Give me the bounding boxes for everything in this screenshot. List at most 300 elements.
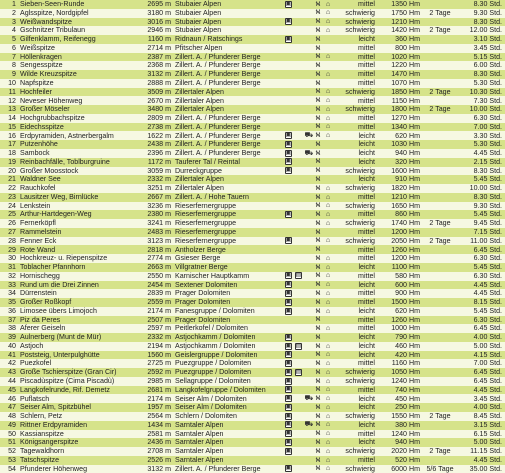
- tour-region: Zillert. A. / Pfunderer Berge: [173, 123, 283, 132]
- hiker-icon: [313, 254, 323, 263]
- bus-icon: [283, 53, 293, 62]
- tour-days: 2 Tage: [422, 88, 458, 97]
- hut-icon: ⌂: [325, 438, 331, 446]
- bus-icon: [283, 193, 293, 202]
- hut-icon: [323, 316, 333, 325]
- chairlift-icon: [293, 0, 303, 9]
- tour-altitude: 2550 m: [136, 272, 173, 281]
- hut-icon: [323, 149, 333, 158]
- tour-altitude: 2695 m: [136, 0, 173, 9]
- hut-icon: [323, 412, 333, 421]
- table-row: [0, 377, 505, 386]
- tour-region: Langkofelgruppe / Dolomiten: [173, 386, 283, 395]
- hut-icon: ⌂: [325, 105, 331, 113]
- tour-number: 9: [0, 70, 18, 79]
- tour-number: 46: [0, 394, 18, 403]
- tour-name: Sambock: [18, 149, 136, 158]
- table-row: [0, 316, 505, 325]
- tour-days: [422, 254, 458, 263]
- tour-duration: 8.30 Std.: [458, 0, 505, 9]
- hiker-icon: ⛕: [315, 342, 321, 350]
- hiker-icon: ⛕: [315, 211, 321, 219]
- hiker-icon: [313, 263, 323, 272]
- tour-altitude: 2174 m: [136, 307, 173, 316]
- table-row: [0, 44, 505, 53]
- hiker-icon: ⛕: [315, 316, 321, 324]
- tour-number: 28: [0, 237, 18, 246]
- tour-altitude: 2526 m: [136, 456, 173, 465]
- tour-altitude: 1172 m: [136, 158, 173, 167]
- tour-number: 45: [0, 386, 18, 395]
- tour-number: 51: [0, 438, 18, 447]
- table-row: [0, 158, 505, 167]
- tour-difficulty: leicht: [333, 35, 377, 44]
- hut-icon: [323, 0, 333, 9]
- chairlift-icon: [293, 70, 303, 79]
- table-row: [0, 438, 505, 447]
- tour-name: Gilfenklamm, Reifenegg: [18, 35, 136, 44]
- bus-icon: ▣: [285, 438, 292, 445]
- tour-altitude: 2667 m: [136, 193, 173, 202]
- hiker-icon: [313, 219, 323, 228]
- hut-icon: [323, 281, 333, 290]
- hut-icon: ⌂: [325, 465, 331, 473]
- hut-icon: [323, 140, 333, 149]
- bus-icon: [283, 394, 293, 403]
- tour-difficulty: mittel: [333, 316, 377, 325]
- hiker-icon: [313, 307, 323, 316]
- hut-icon: ⌂: [325, 421, 331, 429]
- table-row: [0, 53, 505, 62]
- tour-days: [422, 167, 458, 176]
- hut-icon: [323, 9, 333, 18]
- hiker-icon: [313, 456, 323, 465]
- tour-altitude: 1560 m: [136, 351, 173, 360]
- tour-elevation-gain: 1270 Hm: [377, 114, 422, 123]
- tour-region: Stubaier Alpen: [173, 0, 283, 9]
- table-row: [0, 26, 505, 35]
- hiker-icon: [313, 105, 323, 114]
- bus-icon: [283, 70, 293, 79]
- tour-name: Königsangerspitze: [18, 438, 136, 447]
- bus-icon: [283, 456, 293, 465]
- tour-number: 40: [0, 342, 18, 351]
- chairlift-icon: [293, 88, 303, 97]
- cable-car-icon: [303, 79, 313, 88]
- chairlift-icon: [293, 412, 303, 421]
- bus-icon: ▣: [285, 430, 292, 437]
- tour-name: Tatschspitze: [18, 456, 136, 465]
- tour-difficulty: schwierig: [333, 9, 377, 18]
- tour-duration: 4.45 Std.: [458, 149, 505, 158]
- cable-car-icon: [303, 281, 313, 290]
- tour-region: Zillertaler Alpen: [173, 88, 283, 97]
- tour-number: 48: [0, 412, 18, 421]
- tour-altitude: 2681 m: [136, 386, 173, 395]
- hiker-icon: ⛕: [315, 360, 321, 368]
- chairlift-icon: [293, 202, 303, 211]
- tour-altitude: 2396 m: [136, 149, 173, 158]
- tour-region: Sarntaler Alpen: [173, 430, 283, 439]
- tour-elevation-gain: 460 Hm: [377, 342, 422, 351]
- cable-car-icon: [303, 447, 313, 456]
- tour-name: Tagewaldhorn: [18, 447, 136, 456]
- hut-icon: [323, 114, 333, 123]
- tour-region: Durreckgruppe: [173, 167, 283, 176]
- tour-duration: 7.00 Std.: [458, 123, 505, 132]
- hut-icon: [323, 123, 333, 132]
- tour-days: [422, 114, 458, 123]
- tour-name: Toblacher Pfannhorn: [18, 263, 136, 272]
- chairlift-icon: ▤: [295, 342, 302, 349]
- hut-icon: [323, 394, 333, 403]
- tour-elevation-gain: 600 Hm: [377, 281, 422, 290]
- hut-icon: ⌂: [325, 281, 331, 289]
- tour-difficulty: schwierig: [333, 368, 377, 377]
- hut-icon: [323, 377, 333, 386]
- tour-days: [422, 228, 458, 237]
- table-row: [0, 149, 505, 158]
- chairlift-icon: [293, 123, 303, 132]
- hiker-icon: [313, 44, 323, 53]
- hiker-icon: ⛕: [315, 289, 321, 297]
- hiker-icon: ⛕: [315, 430, 321, 438]
- table-row: [0, 140, 505, 149]
- tour-days: [422, 386, 458, 395]
- tour-duration: 11.15 Std.: [458, 447, 505, 456]
- hut-icon: ⌂: [325, 307, 331, 315]
- cable-car-icon: [303, 70, 313, 79]
- table-row: [0, 289, 505, 298]
- cable-car-icon: [303, 193, 313, 202]
- tour-altitude: 3132 m: [136, 465, 173, 473]
- chairlift-icon: [293, 18, 303, 27]
- tour-elevation-gain: 1240 Hm: [377, 377, 422, 386]
- hiker-icon: ⛕: [315, 44, 321, 52]
- tour-name: Schlern, Petz: [18, 412, 136, 421]
- tour-elevation-gain: 1470 Hm: [377, 70, 422, 79]
- cable-car-icon: ⛟: [304, 132, 313, 140]
- hut-icon: ⌂: [325, 430, 331, 438]
- tour-days: [422, 245, 458, 254]
- table-row: [0, 386, 505, 395]
- tour-duration: 4.45 Std.: [458, 386, 505, 395]
- cable-car-icon: [303, 44, 313, 53]
- chairlift-icon: ▤: [295, 368, 302, 375]
- tour-difficulty: mittel: [333, 228, 377, 237]
- bus-icon: ▣: [285, 412, 292, 419]
- tour-days: [422, 438, 458, 447]
- tour-altitude: 2436 m: [136, 438, 173, 447]
- hiker-icon: ⛕: [315, 254, 321, 262]
- chairlift-icon: [293, 237, 303, 246]
- chairlift-icon: [293, 386, 303, 395]
- hiker-icon: ⛕: [315, 412, 321, 420]
- hiker-icon: [313, 114, 323, 123]
- tour-difficulty: leicht: [333, 394, 377, 403]
- tour-difficulty: schwierig: [333, 412, 377, 421]
- bus-icon: ▣: [285, 465, 292, 472]
- table-row: [0, 210, 505, 219]
- tour-altitude: 3123 m: [136, 237, 173, 246]
- tour-region: Rieserfernergruppe: [173, 237, 283, 246]
- tour-altitude: 3241 m: [136, 219, 173, 228]
- hut-icon: [323, 70, 333, 79]
- tour-difficulty: mittel: [333, 324, 377, 333]
- tour-altitude: 2985 m: [136, 377, 173, 386]
- chairlift-icon: [293, 35, 303, 44]
- hut-icon: [323, 237, 333, 246]
- cable-car-icon: [303, 219, 313, 228]
- hiker-icon: ⛕: [315, 456, 321, 464]
- chairlift-icon: [293, 44, 303, 53]
- hiker-icon: [313, 421, 323, 430]
- tour-elevation-gain: 420 Hm: [377, 351, 422, 360]
- chairlift-icon: [293, 298, 303, 307]
- hut-icon: ⌂: [325, 237, 331, 245]
- tour-altitude: 2774 m: [136, 254, 173, 263]
- tour-duration: 5.45 Std.: [458, 307, 505, 316]
- tour-difficulty: leicht: [333, 403, 377, 412]
- table-row: [0, 254, 505, 263]
- hut-icon: [323, 219, 333, 228]
- bus-icon: [283, 263, 293, 272]
- chairlift-icon: [293, 342, 303, 351]
- tour-duration: 8.30 Std.: [458, 70, 505, 79]
- tour-duration: 10.00 Std.: [458, 105, 505, 114]
- tour-difficulty: leicht: [333, 149, 377, 158]
- tour-region: Zillertaler Alpen: [173, 184, 283, 193]
- hiker-icon: [313, 61, 323, 70]
- tour-difficulty: leicht: [333, 438, 377, 447]
- cable-car-icon: [303, 316, 313, 325]
- hiker-icon: ⛕: [315, 167, 321, 175]
- hut-icon: ⌂: [325, 254, 331, 262]
- hut-icon: [323, 88, 333, 97]
- hiker-icon: [313, 430, 323, 439]
- chairlift-icon: [293, 403, 303, 412]
- tour-region: Prager Dolomiten: [173, 316, 283, 325]
- tour-name: Pfunderer Höhenweg: [18, 465, 136, 473]
- bus-icon: [283, 219, 293, 228]
- tour-name: Großer Moosstock: [18, 167, 136, 176]
- tour-days: [422, 298, 458, 307]
- tour-number: 19: [0, 158, 18, 167]
- hut-icon: [323, 359, 333, 368]
- tour-duration: 5.15 Std.: [458, 53, 505, 62]
- tour-region: Fanesgruppe / Dolomiten: [173, 307, 283, 316]
- tour-altitude: 2483 m: [136, 228, 173, 237]
- tour-days: 2 Tage: [422, 9, 458, 18]
- bus-icon: [283, 412, 293, 421]
- hut-icon: ⌂: [325, 202, 331, 210]
- hiker-icon: ⛕: [315, 263, 321, 271]
- bus-icon: [283, 167, 293, 176]
- cable-car-icon: [303, 123, 313, 132]
- chairlift-icon: [293, 430, 303, 439]
- table-row: [0, 447, 505, 456]
- bus-icon: ▣: [285, 237, 292, 244]
- table-row: [0, 342, 505, 351]
- tour-region: Prager Dolomiten: [173, 298, 283, 307]
- chairlift-icon: [293, 351, 303, 360]
- tour-region: Rieserfernergruppe: [173, 202, 283, 211]
- tour-duration: 4.45 Std.: [458, 456, 505, 465]
- tour-elevation-gain: 1260 Hm: [377, 316, 422, 325]
- tour-difficulty: mittel: [333, 96, 377, 105]
- hut-icon: [323, 403, 333, 412]
- tour-elevation-gain: 250 Hm: [377, 403, 422, 412]
- tour-name: Großer Roßkopf: [18, 298, 136, 307]
- cable-car-icon: [303, 394, 313, 403]
- tour-days: [422, 35, 458, 44]
- hiker-icon: [313, 167, 323, 176]
- bus-icon: [283, 421, 293, 430]
- hiker-icon: [313, 18, 323, 27]
- cable-car-icon: [303, 158, 313, 167]
- hut-icon: [323, 307, 333, 316]
- tour-number: 21: [0, 175, 18, 184]
- tour-altitude: 2708 m: [136, 447, 173, 456]
- tour-elevation-gain: 1220 Hm: [377, 61, 422, 70]
- cable-car-icon: [303, 368, 313, 377]
- tour-days: [422, 131, 458, 140]
- hiker-icon: [313, 158, 323, 167]
- tour-number: 6: [0, 44, 18, 53]
- tour-number: 5: [0, 35, 18, 44]
- tour-altitude: 2387 m: [136, 53, 173, 62]
- tour-days: [422, 359, 458, 368]
- tour-altitude: 2332 m: [136, 175, 173, 184]
- tour-number: 52: [0, 447, 18, 456]
- cable-car-icon: [303, 386, 313, 395]
- tour-elevation-gain: 2050 Hm: [377, 237, 422, 246]
- chairlift-icon: [293, 438, 303, 447]
- tour-altitude: 2380 m: [136, 210, 173, 219]
- hiker-icon: ⛕: [315, 386, 321, 394]
- cable-car-icon: [303, 307, 313, 316]
- table-row: [0, 272, 505, 281]
- hiker-icon: [313, 9, 323, 18]
- bus-icon: [283, 281, 293, 290]
- hut-icon: [323, 386, 333, 395]
- cable-car-icon: [303, 324, 313, 333]
- bus-icon: ▣: [285, 35, 292, 42]
- tour-elevation-gain: 1260 Hm: [377, 245, 422, 254]
- tour-elevation-gain: 1600 Hm: [377, 167, 422, 176]
- tour-difficulty: schwierig: [333, 202, 377, 211]
- hiker-icon: ⛕: [315, 105, 321, 113]
- bus-icon: [283, 140, 293, 149]
- tour-difficulty: schwierig: [333, 237, 377, 246]
- tour-altitude: 2332 m: [136, 333, 173, 342]
- hut-icon: ⌂: [325, 395, 331, 403]
- bus-icon: [283, 184, 293, 193]
- tour-name: Astjoch: [18, 342, 136, 351]
- hut-icon: [323, 333, 333, 342]
- hiker-icon: ⛕: [315, 176, 321, 184]
- tour-number: 36: [0, 307, 18, 316]
- hiker-icon: ⛕: [315, 202, 321, 210]
- tour-region: Zillert. A. / Pfunderer Berge: [173, 70, 283, 79]
- tour-difficulty: mittel: [333, 123, 377, 132]
- hiker-icon: [313, 88, 323, 97]
- hut-icon: [323, 158, 333, 167]
- hiker-icon: [313, 237, 323, 246]
- chairlift-icon: [293, 228, 303, 237]
- hut-icon: ⌂: [325, 351, 331, 359]
- bus-icon: [283, 430, 293, 439]
- tour-name: Puezkofel: [18, 359, 136, 368]
- tour-region: Astjochkamm / Dolomiten: [173, 333, 283, 342]
- hut-icon: [323, 351, 333, 360]
- hut-icon: [323, 272, 333, 281]
- hut-icon: [323, 44, 333, 53]
- tour-region: Zillert. A. / Hohe Tauern: [173, 193, 283, 202]
- table-row: [0, 456, 505, 465]
- tour-altitude: 3059 m: [136, 167, 173, 176]
- tour-days: [422, 53, 458, 62]
- tour-days: 2 Tage: [422, 26, 458, 35]
- hiker-icon: [313, 447, 323, 456]
- tour-elevation-gain: 1800 Hm: [377, 105, 422, 114]
- table-row: [0, 263, 505, 272]
- tour-altitude: 2559 m: [136, 298, 173, 307]
- tour-number: 44: [0, 377, 18, 386]
- table-row: [0, 184, 505, 193]
- tour-difficulty: leicht: [333, 342, 377, 351]
- tour-elevation-gain: 1150 Hm: [377, 96, 422, 105]
- hiker-icon: [313, 386, 323, 395]
- cable-car-icon: [303, 202, 313, 211]
- hut-icon: [323, 26, 333, 35]
- tour-duration: 35.00 Std.: [458, 465, 505, 473]
- bus-icon: ▣: [285, 395, 292, 402]
- chairlift-icon: [293, 26, 303, 35]
- hiker-icon: [313, 316, 323, 325]
- tour-difficulty: mittel: [333, 44, 377, 53]
- bus-icon: ▣: [285, 18, 292, 25]
- tour-duration: 11.00 Std.: [458, 237, 505, 246]
- hiker-icon: [313, 403, 323, 412]
- tour-duration: 2.15 Std.: [458, 158, 505, 167]
- tour-number: 37: [0, 316, 18, 325]
- tour-name: Rammelstein: [18, 228, 136, 237]
- cable-car-icon: [303, 359, 313, 368]
- hut-icon: [323, 210, 333, 219]
- hut-icon: ⌂: [325, 325, 331, 333]
- bus-icon: [283, 61, 293, 70]
- hiker-icon: [313, 342, 323, 351]
- bus-icon: [283, 377, 293, 386]
- table-row: [0, 359, 505, 368]
- tour-region: Villgratner Berge: [173, 263, 283, 272]
- tour-name: Sengesspitze: [18, 61, 136, 70]
- chairlift-icon: [293, 175, 303, 184]
- tour-name: Aulnerberg (Munt de Mür): [18, 333, 136, 342]
- tour-number: 23: [0, 193, 18, 202]
- chairlift-icon: [293, 307, 303, 316]
- tour-altitude: 2809 m: [136, 114, 173, 123]
- tour-duration: 5.45 Std.: [458, 263, 505, 272]
- chairlift-icon: [293, 114, 303, 123]
- tour-altitude: 2725 m: [136, 359, 173, 368]
- tour-difficulty: schwierig: [333, 26, 377, 35]
- bus-icon: [283, 324, 293, 333]
- tour-days: 2 Tage: [422, 105, 458, 114]
- tour-altitude: 2597 m: [136, 324, 173, 333]
- bus-icon: ▣: [285, 351, 292, 358]
